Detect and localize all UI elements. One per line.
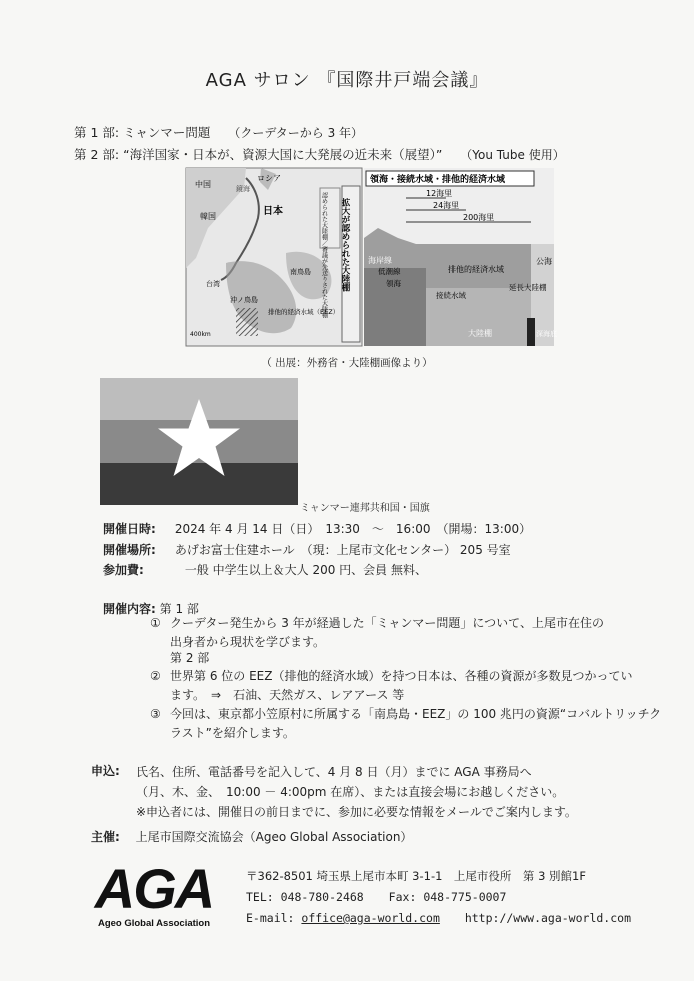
part-1-text: ミャンマー問題 (123, 125, 211, 140)
event-date-value: 2024 年 4 月 14 日（日） 13:30 ～ 16:00 （開場：13:00） (174, 522, 532, 536)
event-venue (103, 541, 511, 558)
part-2-text: “海洋国家・日本が、資源大国に大発展の近未来（展望）” (123, 147, 443, 162)
label-baseline: 海岸線 (368, 256, 392, 265)
label-china: 中国 (195, 180, 211, 189)
item-3-line2: ラスト”を紹介します。 (170, 726, 295, 740)
part-1-line (74, 123, 363, 141)
part-1-note: （クーデターから 3 年） (228, 126, 364, 140)
label-russia: ロシア (257, 174, 281, 183)
website-link[interactable]: http://www.aga-world.com (464, 911, 631, 925)
item-2-num: ② (150, 669, 161, 683)
label-territorial: 領海 (386, 279, 401, 288)
label-200nm: 200海里 (463, 213, 495, 222)
label-scale: 400km (190, 331, 211, 338)
item-3-line1: 今回は、東京都小笠原村に所属する「南鳥島・EEZ」の 100 兆円の資源“コバルトリッチク (170, 707, 662, 721)
label-deep-sea: 深海底 (536, 330, 557, 338)
tel-value: 048-780-2468 (280, 890, 364, 904)
label-contiguous: 接続水域 (436, 291, 466, 300)
apply-label: 申込: (91, 764, 120, 778)
label-extended-shelf: 延長大陸棚 (509, 283, 547, 292)
event-venue-value: あげお富士住建ホール （現：上尾市文化センター） 205 号室 (174, 543, 511, 557)
label-okinotori: 沖ノ鳥島 (230, 296, 258, 304)
vertical-title: 拡大が認められた大陸棚 (340, 198, 350, 292)
event-fee-label: 参加費: (103, 563, 144, 577)
fax-value: 048-775-0007 (423, 890, 507, 904)
label-24nm: 24海里 (433, 201, 460, 210)
host-label: 主催: (91, 830, 120, 844)
item-3-num: ③ (150, 707, 161, 721)
web-line (246, 908, 631, 929)
content-part1: 第 1 部 (159, 602, 199, 616)
content-item-3 (150, 705, 661, 743)
contact-block (246, 866, 631, 929)
label-12nm: 12海里 (426, 189, 453, 198)
star-icon (100, 378, 298, 505)
maps-figure (186, 168, 557, 348)
part-1-label: 第 1 部: (74, 125, 120, 140)
tel-label: TEL: (246, 890, 274, 904)
content-item-2 (150, 667, 632, 705)
email-link[interactable]: office@aga-world.com (301, 911, 440, 925)
label-eez-right: 排他的経済水域 (448, 265, 504, 274)
email-label: E-mail: (246, 911, 295, 925)
label-korea: 韓国 (200, 212, 216, 221)
item-1-num: ① (150, 616, 161, 630)
item-1-line1: クーデター発生から 3 年が経過した「ミャンマー問題」について、上尾市在住の (170, 616, 604, 630)
item-2-line1: 世界第 6 位の EEZ（排他的経済水域）を持つ日本は、各種の資源が多数見つかってい (170, 669, 633, 683)
right-title: 領海・接続水域・排他的経済水域 (370, 175, 506, 185)
item-2-line2: ます。 ⇒ 石油、天然ガス、レアアース 等 (170, 688, 405, 702)
apply-line-2: （月、木、金、 10:00 － 4:00pm 在席）、または直接会場にお越しください。 (136, 785, 565, 799)
label-lowwater: 低潮線 (378, 267, 401, 276)
event-fee (103, 561, 427, 578)
item-1-line2: 出身者から現状を学びます。 (170, 635, 326, 649)
part-2-note: （You Tube 使用） (460, 148, 565, 162)
continental-shelf-map (186, 168, 362, 346)
myanmar-flag (100, 378, 298, 505)
event-date-label: 開催日時: (103, 522, 156, 536)
label-high-seas: 公海 (536, 257, 552, 266)
content-part2: 第 2 部 (170, 651, 210, 665)
vertical-legend: 認められた大陸棚／審議が先送りされた大陸棚 (320, 192, 328, 318)
logo-text: AGA (94, 857, 214, 920)
aga-logo (76, 857, 232, 930)
logo-subtitle: Ageo Global Association (97, 918, 211, 929)
flag-caption: ミャンマー連邦共和国・国旗 (300, 503, 430, 514)
event-fee-value: 一般 中学生以上＆大人 200 円、会員 無料、 (184, 563, 427, 577)
event-date (103, 520, 531, 537)
postal-address: 〒362-8501 埼玉県上尾市本町 3-1-1 上尾市役所 第 3 別館1F (246, 869, 586, 883)
content-label: 開催内容: (103, 602, 156, 616)
part-2-label: 第 2 部: (74, 147, 120, 162)
svg-text:鏡海: 鏡海 (236, 185, 250, 193)
label-eez-left: 排他的経済水域（EEZ） (268, 308, 340, 316)
apply-text (136, 762, 577, 822)
host-value: 上尾市国際交流協会（Ageo Global Association） (135, 830, 413, 844)
page-title: AGA サロン 『国際井戸端会議』 (205, 70, 489, 91)
phone-line (246, 887, 631, 908)
source-caption: （ 出展：外務省・大陸棚画像より） (261, 357, 433, 369)
fax-label: Fax: (388, 890, 417, 904)
part-2-line (74, 145, 565, 163)
host-line (91, 828, 412, 845)
label-taiwan: 台湾 (206, 280, 220, 288)
event-venue-label: 開催場所: (103, 543, 156, 557)
apply-line-1: 氏名、住所、電話番号を記入して、4 月 8 日（月）までに AGA 事務局へ (136, 765, 532, 779)
label-shelf: 大陸棚 (468, 329, 492, 338)
apply-line-3: ※申込者には、開催日の前日までに、参加に必要な情報をメールでご案内します。 (136, 805, 577, 819)
label-minamitori: 南鳥島 (290, 268, 311, 276)
maritime-zones-diagram (364, 168, 557, 346)
content-item-1 (150, 614, 604, 652)
label-japan: 日本 (263, 206, 283, 217)
